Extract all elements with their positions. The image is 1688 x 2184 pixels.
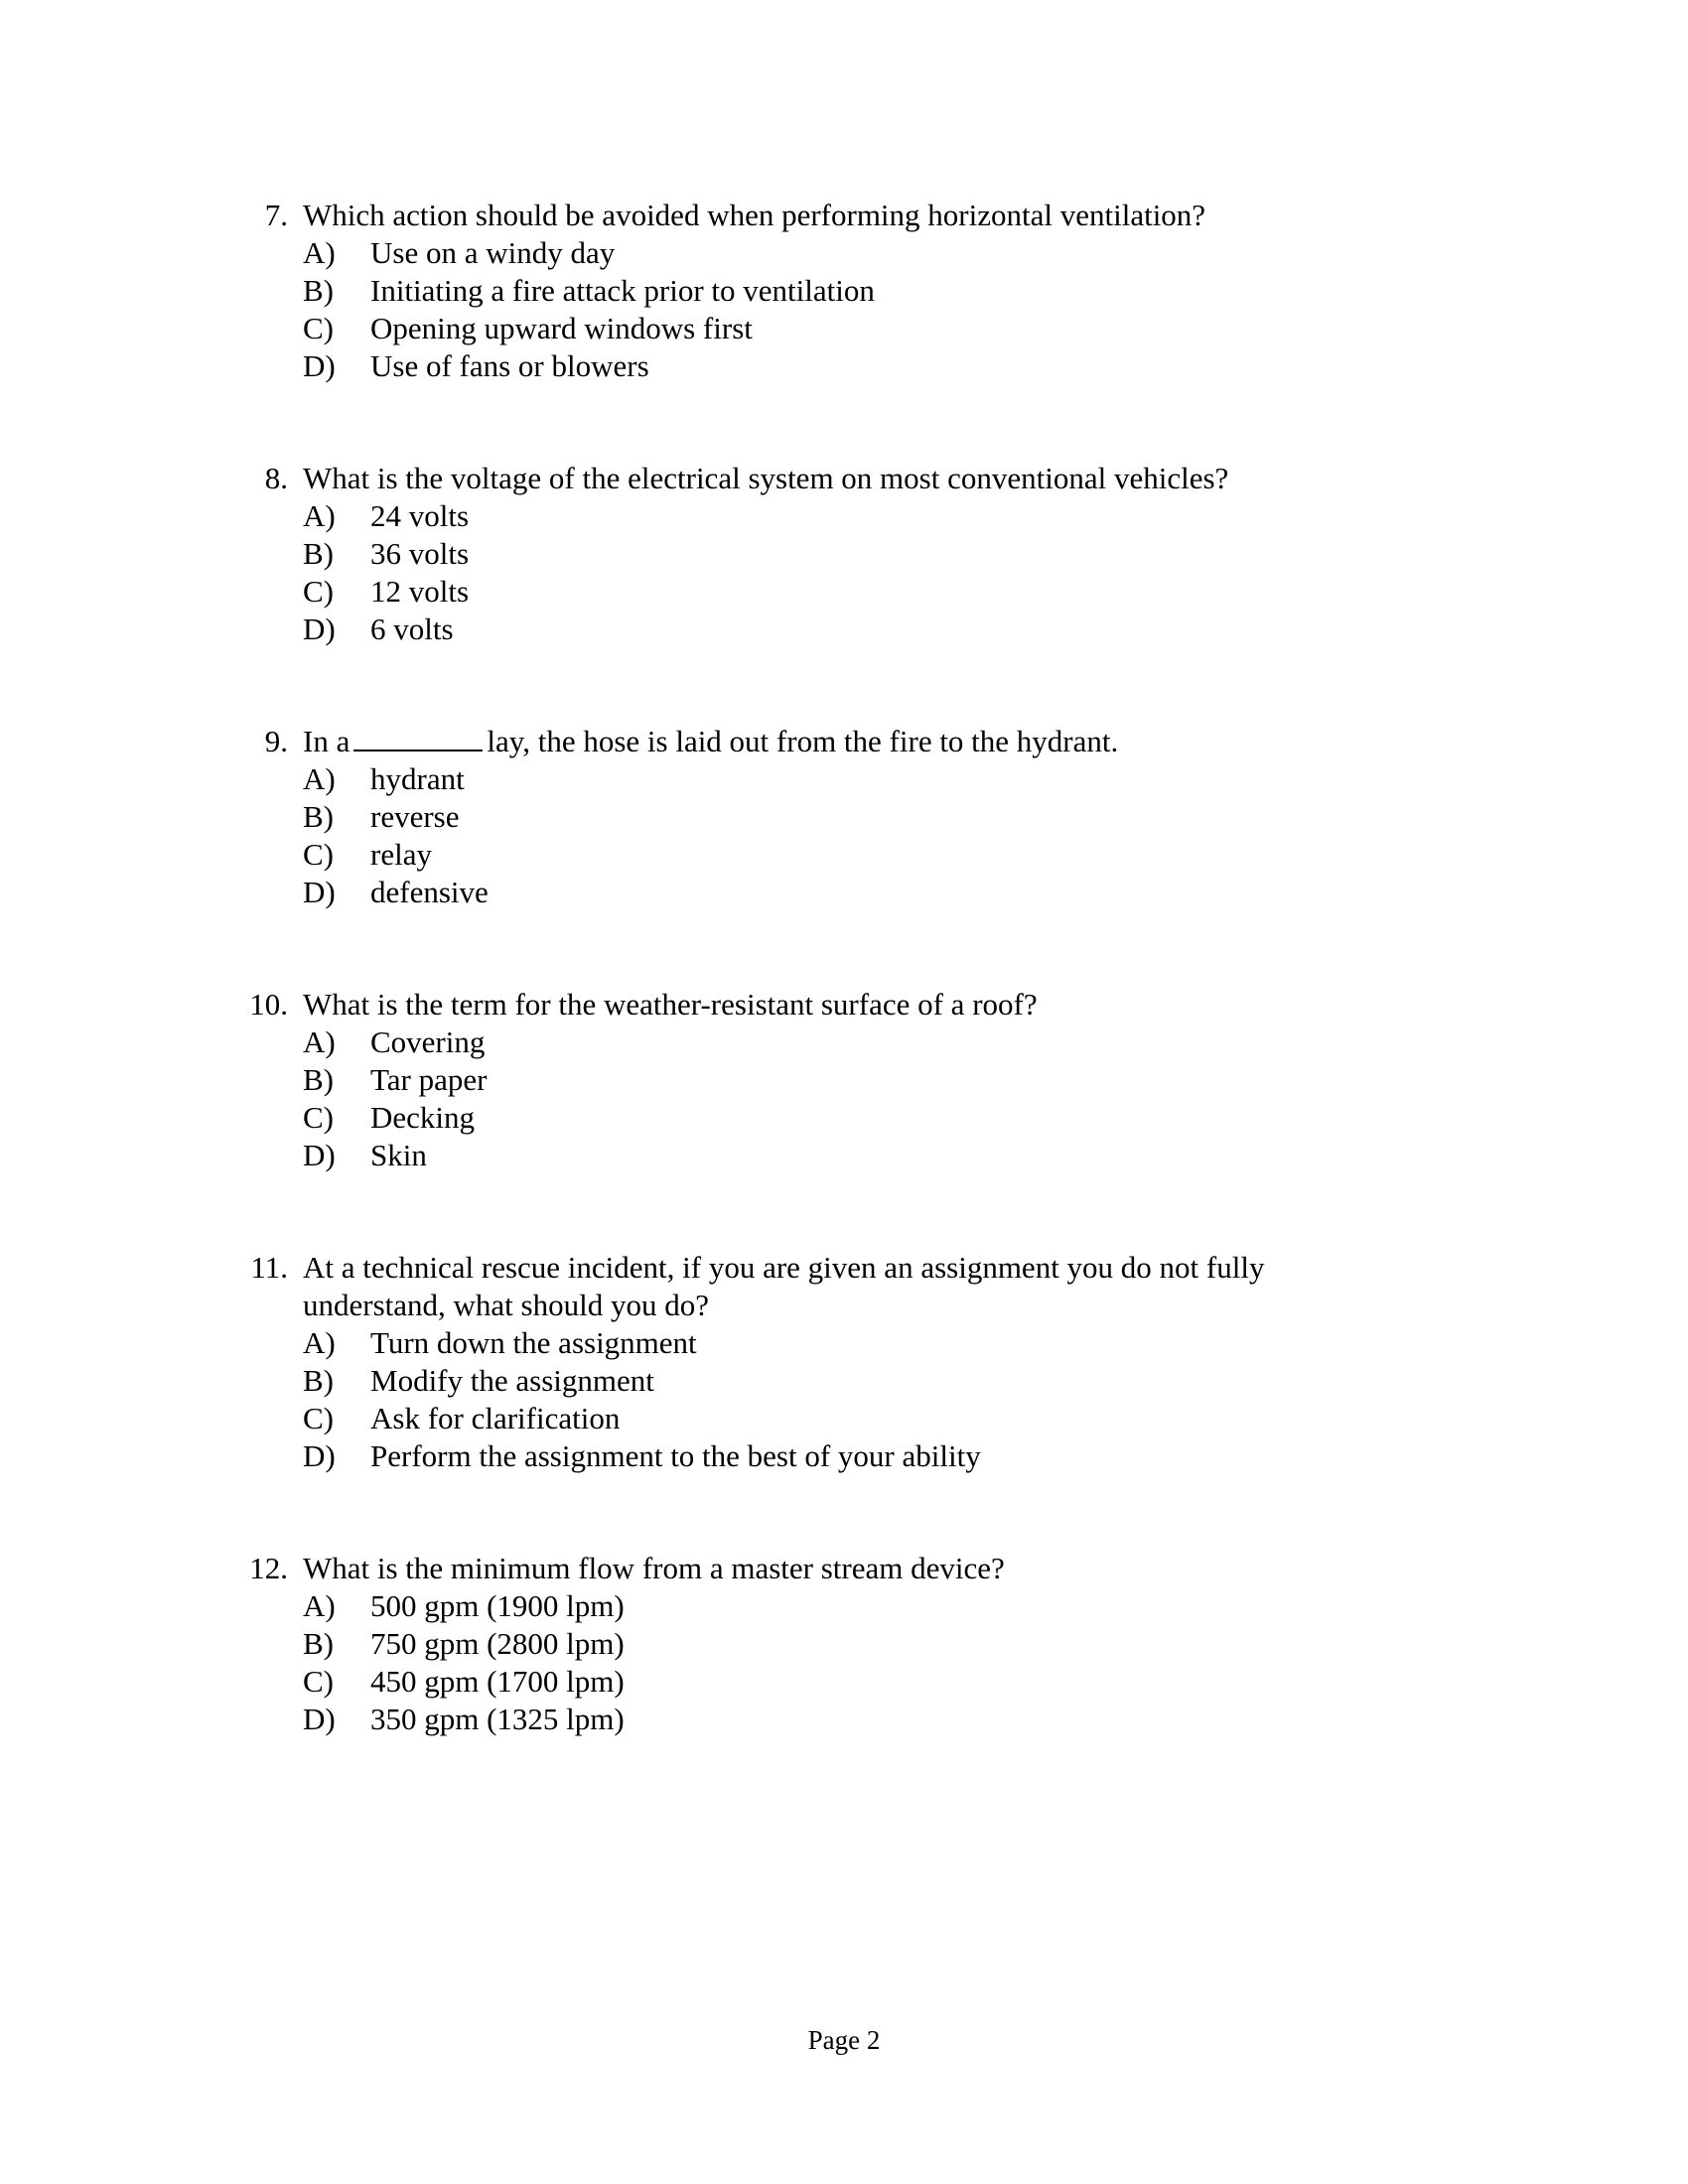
option-text: defensive	[370, 875, 489, 909]
option-b	[238, 1362, 1430, 1400]
fill-in-blank	[353, 724, 483, 751]
option-letter: B)	[303, 799, 334, 834]
question-text: What is the minimum flow from a master stream device?	[303, 1551, 1005, 1585]
option-c	[238, 573, 1430, 611]
question-text-line1: At a technical rescue incident, if you are given an assignment you do not fully	[303, 1250, 1265, 1285]
option-letter: C)	[303, 1401, 334, 1435]
question-stem	[238, 460, 1430, 497]
question-number: 12.	[249, 1551, 288, 1585]
option-a	[238, 1587, 1430, 1625]
option-letter: B)	[303, 536, 334, 571]
option-b	[238, 535, 1430, 573]
option-text: Modify the assignment	[370, 1363, 654, 1398]
option-letter: A)	[303, 1325, 336, 1360]
option-a	[238, 760, 1430, 798]
question-number: 7.	[264, 198, 288, 232]
option-text: 36 volts	[370, 536, 470, 571]
option-text: Ask for clarification	[370, 1401, 621, 1435]
option-d	[238, 1137, 1430, 1174]
option-letter: A)	[303, 498, 336, 533]
option-text: Tar paper	[370, 1062, 488, 1097]
question-text: Which action should be avoided when performing horizontal ventilation?	[303, 198, 1206, 232]
option-c	[238, 1099, 1430, 1137]
option-d	[238, 347, 1430, 385]
option-letter: B)	[303, 1062, 334, 1097]
option-letter: B)	[303, 273, 334, 308]
option-b	[238, 1061, 1430, 1099]
option-text: 500 gpm (1900 lpm)	[370, 1588, 625, 1623]
option-text: Initiating a fire attack prior to ventilation	[370, 273, 875, 308]
option-text: 750 gpm (2800 lpm)	[370, 1626, 625, 1661]
option-text: Covering	[370, 1024, 486, 1059]
question-9	[238, 723, 1430, 911]
question-11	[238, 1249, 1430, 1475]
question-number: 10.	[249, 987, 288, 1022]
option-d	[238, 874, 1430, 911]
question-stem	[238, 1249, 1430, 1287]
option-c	[238, 1400, 1430, 1437]
option-letter: A)	[303, 1588, 336, 1623]
question-stem	[238, 197, 1430, 234]
option-text: relay	[370, 837, 432, 872]
option-letter: B)	[303, 1363, 334, 1398]
question-stem	[238, 986, 1430, 1024]
option-a	[238, 497, 1430, 535]
option-text: Use on a windy day	[370, 235, 616, 270]
option-letter: A)	[303, 1024, 336, 1059]
option-letter: C)	[303, 1100, 334, 1135]
option-letter: B)	[303, 1626, 334, 1661]
option-text: Decking	[370, 1100, 476, 1135]
option-text: 6 volts	[370, 612, 454, 646]
option-text: 450 gpm (1700 lpm)	[370, 1664, 625, 1699]
option-text: Perform the assignment to the best of your ability	[370, 1438, 981, 1473]
option-text: Use of fans or blowers	[370, 348, 649, 383]
option-b	[238, 1625, 1430, 1663]
question-12	[238, 1550, 1430, 1738]
option-letter: D)	[303, 1438, 336, 1473]
question-7	[238, 197, 1430, 385]
option-letter: C)	[303, 574, 334, 609]
option-letter: C)	[303, 1664, 334, 1699]
option-a	[238, 1024, 1430, 1061]
option-text: 350 gpm (1325 lpm)	[370, 1702, 625, 1736]
option-letter: D)	[303, 1702, 336, 1736]
option-b	[238, 798, 1430, 836]
question-text-before: In a	[303, 724, 351, 758]
option-text: Opening upward windows first	[370, 311, 753, 345]
option-a	[238, 1324, 1430, 1362]
option-letter: D)	[303, 1138, 336, 1172]
option-letter: A)	[303, 235, 336, 270]
option-c	[238, 1663, 1430, 1701]
option-text: Skin	[370, 1138, 427, 1172]
option-text: 24 volts	[370, 498, 470, 533]
option-d	[238, 1437, 1430, 1475]
question-stem	[238, 1550, 1430, 1587]
option-text: Turn down the assignment	[370, 1325, 697, 1360]
question-text: What is the voltage of the electrical system on most conventional vehicles?	[303, 461, 1229, 495]
question-text-after: lay, the hose is laid out from the fire to the hydrant.	[487, 724, 1119, 758]
option-text: 12 volts	[370, 574, 470, 609]
option-a	[238, 234, 1430, 272]
question-text: What is the term for the weather-resistant surface of a roof?	[303, 987, 1038, 1022]
option-c	[238, 310, 1430, 347]
question-number: 9.	[264, 724, 288, 758]
option-letter: C)	[303, 837, 334, 872]
option-letter: D)	[303, 348, 336, 383]
option-letter: A)	[303, 761, 336, 796]
option-letter: D)	[303, 612, 336, 646]
question-stem-continuation	[238, 1287, 1430, 1324]
question-8	[238, 460, 1430, 648]
page-number: Page 2	[807, 2025, 881, 2055]
question-text-line2: understand, what should you do?	[303, 1288, 709, 1322]
option-c	[238, 836, 1430, 874]
option-d	[238, 1701, 1430, 1738]
option-text: hydrant	[370, 761, 465, 796]
question-number: 8.	[264, 461, 288, 495]
question-10	[238, 986, 1430, 1174]
option-d	[238, 611, 1430, 648]
option-letter: D)	[303, 875, 336, 909]
question-number: 11.	[250, 1250, 288, 1285]
question-stem	[238, 723, 1430, 760]
option-letter: C)	[303, 311, 334, 345]
option-b	[238, 272, 1430, 310]
option-text: reverse	[370, 799, 460, 834]
